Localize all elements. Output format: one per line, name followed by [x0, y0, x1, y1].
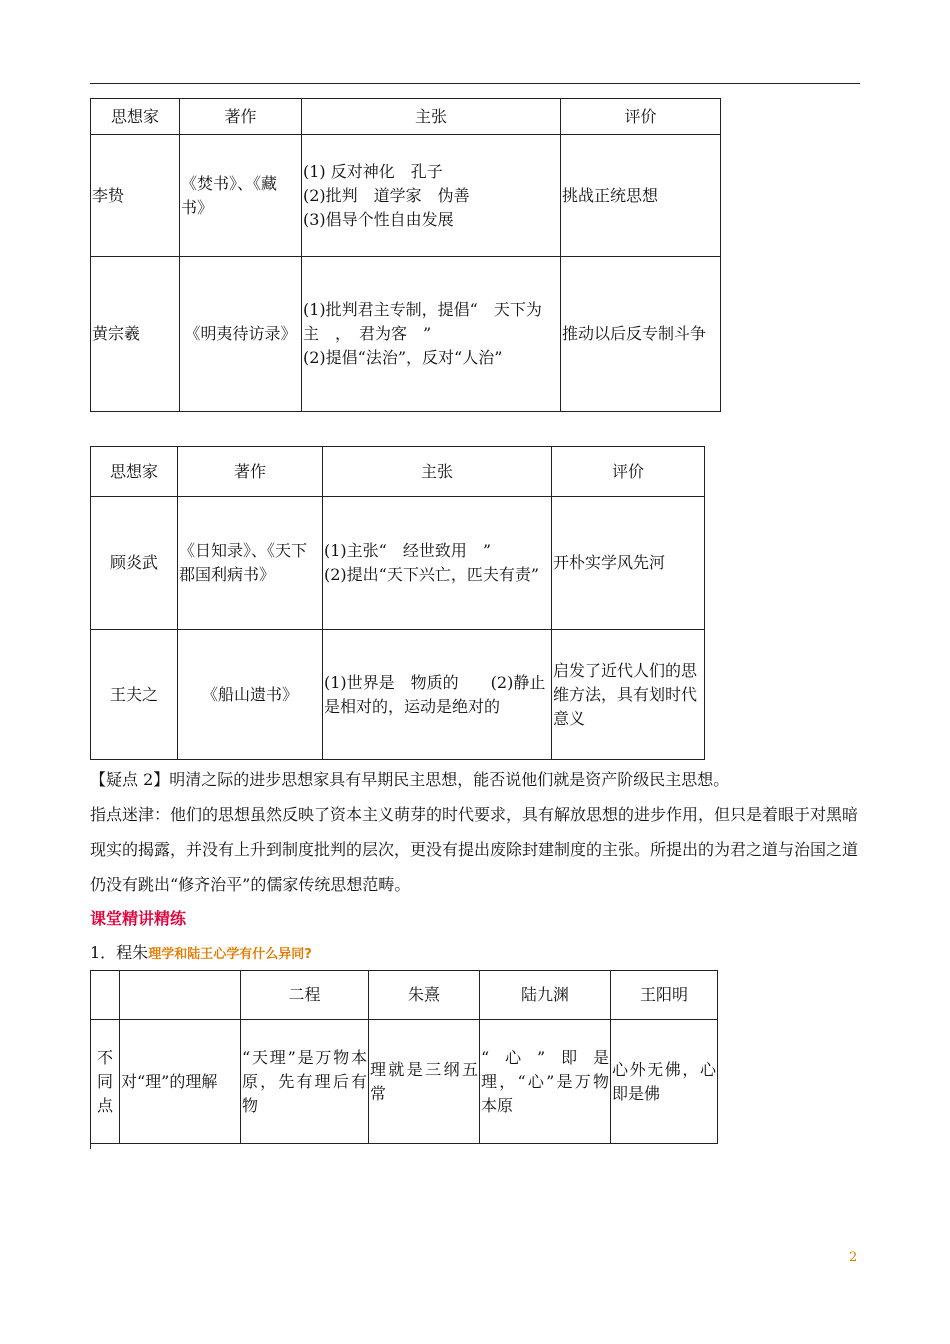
row-label: 对“理”的理解 — [120, 1020, 241, 1144]
thinker-claims — [302, 135, 561, 257]
thinker-works: 《船山遗书》 — [178, 630, 323, 760]
header-cell: 朱熹 — [369, 971, 480, 1020]
table-row — [91, 1020, 718, 1144]
thinker-works: 《日知录》、《天下郡国利病书》 — [178, 497, 323, 630]
header-cell: 著作 — [180, 99, 302, 135]
header-cell: 思想家 — [91, 447, 178, 497]
question-prefix: 1．程朱 — [90, 943, 149, 962]
claim-line: (3)倡导个性自由发展 — [303, 209, 454, 229]
header-cell — [120, 971, 241, 1020]
comparison-cell: 理就是三纲五常 — [369, 1020, 480, 1144]
row-group-text: 不 同 点 — [96, 1047, 113, 1115]
header-cell — [91, 971, 120, 1020]
header-rule — [90, 83, 860, 84]
doubt-point-text: 【疑点 2】明清之际的进步思想家具有早期民主思想，能否说他们就是资产阶级民主思想。 — [90, 770, 730, 789]
thinker-claims — [302, 257, 561, 412]
claim-line: (2)提出“天下兴亡，匹夫有责” — [324, 565, 540, 584]
thinkers-table-1 — [90, 98, 721, 412]
table-row — [91, 497, 705, 630]
header-cell: 陆九渊 — [480, 971, 611, 1020]
claim-line: (2)批判 道学家 伪善 — [303, 185, 470, 205]
claim-line: (1)批判君主专制，提倡“ 天下为主 ， 君为客 ” — [303, 300, 542, 343]
table-header-row — [91, 971, 718, 1020]
header-cell: 主张 — [323, 447, 552, 497]
table-continuation-line — [90, 1143, 91, 1149]
question-1 — [90, 940, 312, 963]
claim-line: (1)主张“ 经世致用 ” — [324, 541, 492, 560]
thinker-name: 顾炎武 — [91, 497, 178, 630]
thinker-claims — [323, 497, 552, 630]
claim-line: (2)提倡“法治”，反对“人治” — [303, 348, 503, 367]
thinker-evaluation: 推动以后反专制斗争 — [561, 257, 721, 412]
comparison-table — [90, 970, 718, 1144]
thinker-works: 《焚书》、《藏书》 — [180, 135, 302, 257]
table-header-row — [91, 447, 705, 497]
thinkers-table-2 — [90, 446, 705, 760]
header-cell: 著作 — [178, 447, 323, 497]
row-group-label — [91, 1020, 120, 1144]
doubt-point-section — [90, 762, 860, 902]
comparison-cell: “天理”是万物本原，先有理后有物 — [241, 1020, 369, 1144]
header-cell: 思想家 — [91, 99, 180, 135]
comparison-cell: “心”即是理，“心”是万物本原 — [480, 1020, 611, 1144]
header-cell: 王阳明 — [611, 971, 718, 1020]
explanation-text: 指点迷津：他们的思想虽然反映了资本主义萌芽的时代要求，具有解放思想的进步作用，但只是着眼于对黑暗现实的揭露，并没有上升到制度批判的层次，更没有提出废除封建制度的主张。所提出的为君之道与治国之道仍没有跳出“修齐治平”的儒家传统思想范畴。 — [90, 805, 859, 894]
header-cell: 主张 — [302, 99, 561, 135]
page-number: 2 — [849, 1250, 858, 1265]
claim-line: (1)世界是 物质的 (2)静止是相对的，运动是绝对的 — [324, 672, 546, 716]
thinker-evaluation: 启发了近代人们的思维方法，具有划时代意义 — [552, 630, 705, 760]
thinker-claims — [323, 630, 552, 760]
header-cell: 二程 — [241, 971, 369, 1020]
table-header-row — [91, 99, 721, 135]
thinker-evaluation: 挑战正统思想 — [561, 135, 721, 257]
table-row — [91, 630, 705, 760]
thinker-evaluation: 开朴实学风先河 — [552, 497, 705, 630]
thinker-name: 李贽 — [91, 135, 180, 257]
thinker-name: 黄宗羲 — [91, 257, 180, 412]
question-highlight: 理学和陆王心学有什么异同? — [148, 947, 312, 962]
section-title: 课堂精讲精练 — [90, 909, 187, 928]
claim-line: (1) 反对神化 孔子 — [303, 161, 443, 181]
header-cell: 评价 — [552, 447, 705, 497]
comparison-cell: 心外无佛，心即是佛 — [611, 1020, 718, 1144]
table-row — [91, 135, 721, 257]
table-row — [91, 257, 721, 412]
thinker-works: 《明夷待访录》 — [180, 257, 302, 412]
header-cell: 评价 — [561, 99, 721, 135]
thinker-name: 王夫之 — [91, 630, 178, 760]
